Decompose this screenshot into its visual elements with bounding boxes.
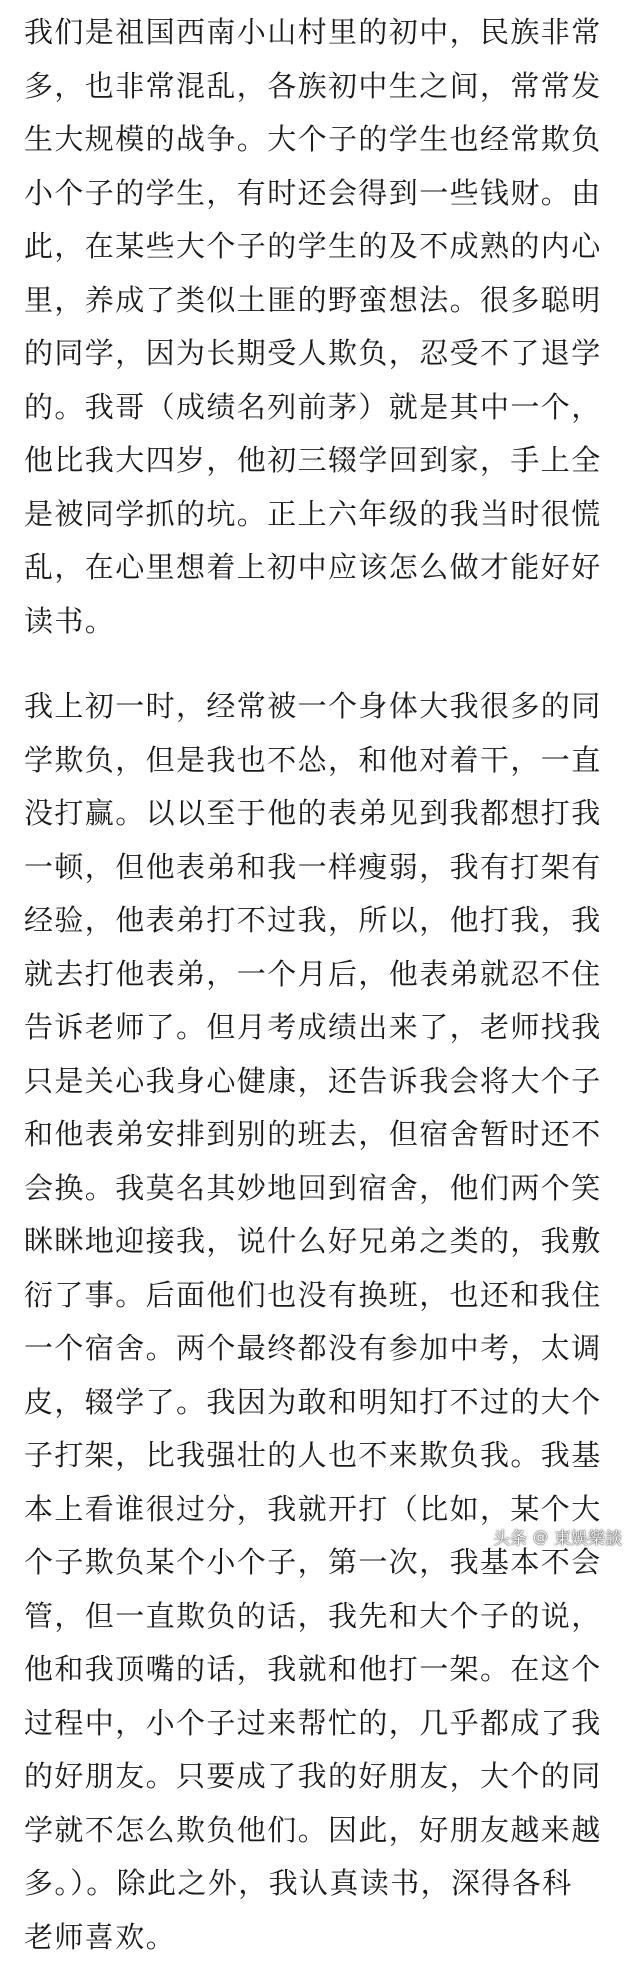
- text-line: 小个子的学生，有时还会得到一些钱财。由: [24, 167, 624, 221]
- text-line: 个子欺负某个小个子，第一次，我基本不会: [24, 1536, 624, 1590]
- text-line: 皮，辍学了。我因为敢和明知打不过的大个: [24, 1376, 624, 1430]
- text-line: 眯眯地迎接我，说什么好兄弟之类的，我敷: [24, 1215, 624, 1269]
- text-line: 就去打他表弟，一个月后，他表弟就忍不住: [24, 948, 624, 1002]
- text-line: 衍了事。后面他们也没有换班，也还和我住: [24, 1269, 624, 1323]
- article-body: [24, 6, 624, 1964]
- text-line: 老师喜欢。: [24, 1911, 624, 1964]
- text-line: 管，但一直欺负的话，我先和大个子的说，: [24, 1590, 624, 1644]
- watermark-platform: 头条: [493, 1524, 527, 1549]
- text-line: 是被同学抓的坑。正上六年级的我当时很慌: [24, 488, 624, 542]
- text-line: 我们是祖国西南小山村里的初中，民族非常: [24, 6, 624, 60]
- text-line: 我上初一时，经常被一个身体大我很多的同: [24, 680, 624, 734]
- text-line: 他比我大四岁，他初三辍学回到家，手上全: [24, 434, 624, 488]
- text-line: 多，也非常混乱，各族初中生之间，常常发: [24, 60, 624, 114]
- paragraph-2: [24, 680, 624, 1964]
- text-line: 里，养成了类似土匪的野蛮想法。很多聪明: [24, 274, 624, 328]
- text-line: 和他表弟安排到别的班去，但宿舍暂时还不: [24, 1108, 624, 1162]
- text-line: 他和我顶嘴的话，我就和他打一架。在这个: [24, 1643, 624, 1697]
- text-line: 经验，他表弟打不过我，所以，他打我，我: [24, 894, 624, 948]
- text-line: 的同学，因为长期受人欺负，忍受不了退学: [24, 327, 624, 381]
- text-line: 此，在某些大个子的学生的及不成熟的内心: [24, 220, 624, 274]
- watermark-author: 東娛樂談: [554, 1524, 622, 1549]
- text-line: 一个宿舍。两个最终都没有参加中考，太调: [24, 1322, 624, 1376]
- text-line: 生大规模的战争。大个子的学生也经常欺负: [24, 113, 624, 167]
- text-line: 一顿，但他表弟和我一样瘦弱，我有打架有: [24, 841, 624, 895]
- text-line: 本上看谁很过分，我就开打（比如，某个大: [24, 1483, 624, 1537]
- text-line: 多。）。除此之外，我认真读书，深得各科: [24, 1857, 624, 1911]
- paragraph-spacer: [24, 648, 624, 680]
- text-line: 学欺负，但是我也不怂，和他对着干，一直: [24, 734, 624, 788]
- text-line: 过程中，小个子过来帮忙的，几乎都成了我: [24, 1697, 624, 1751]
- text-line: 告诉老师了。但月考成绩出来了，老师找我: [24, 1001, 624, 1055]
- text-line: 会换。我莫名其妙地回到宿舍，他们两个笑: [24, 1162, 624, 1216]
- text-line: 没打赢。以以至于他的表弟见到我都想打我: [24, 787, 624, 841]
- text-line: 读书。: [24, 595, 624, 649]
- text-line: 的。我哥（成绩名列前茅）就是其中一个，: [24, 381, 624, 435]
- watermark-separator: @: [533, 1528, 548, 1546]
- text-line: 只是关心我身心健康，还告诉我会将大个子: [24, 1055, 624, 1109]
- text-line: 的好朋友。只要成了我的好朋友，大个的同: [24, 1750, 624, 1804]
- watermark: [493, 1524, 622, 1549]
- text-line: 子打架，比我强壮的人也不来欺负我。我基: [24, 1429, 624, 1483]
- text-line: 乱，在心里想着上初中应该怎么做才能好好: [24, 541, 624, 595]
- text-line: 学就不怎么欺负他们。因此，好朋友越来越: [24, 1804, 624, 1858]
- paragraph-1: [24, 6, 624, 648]
